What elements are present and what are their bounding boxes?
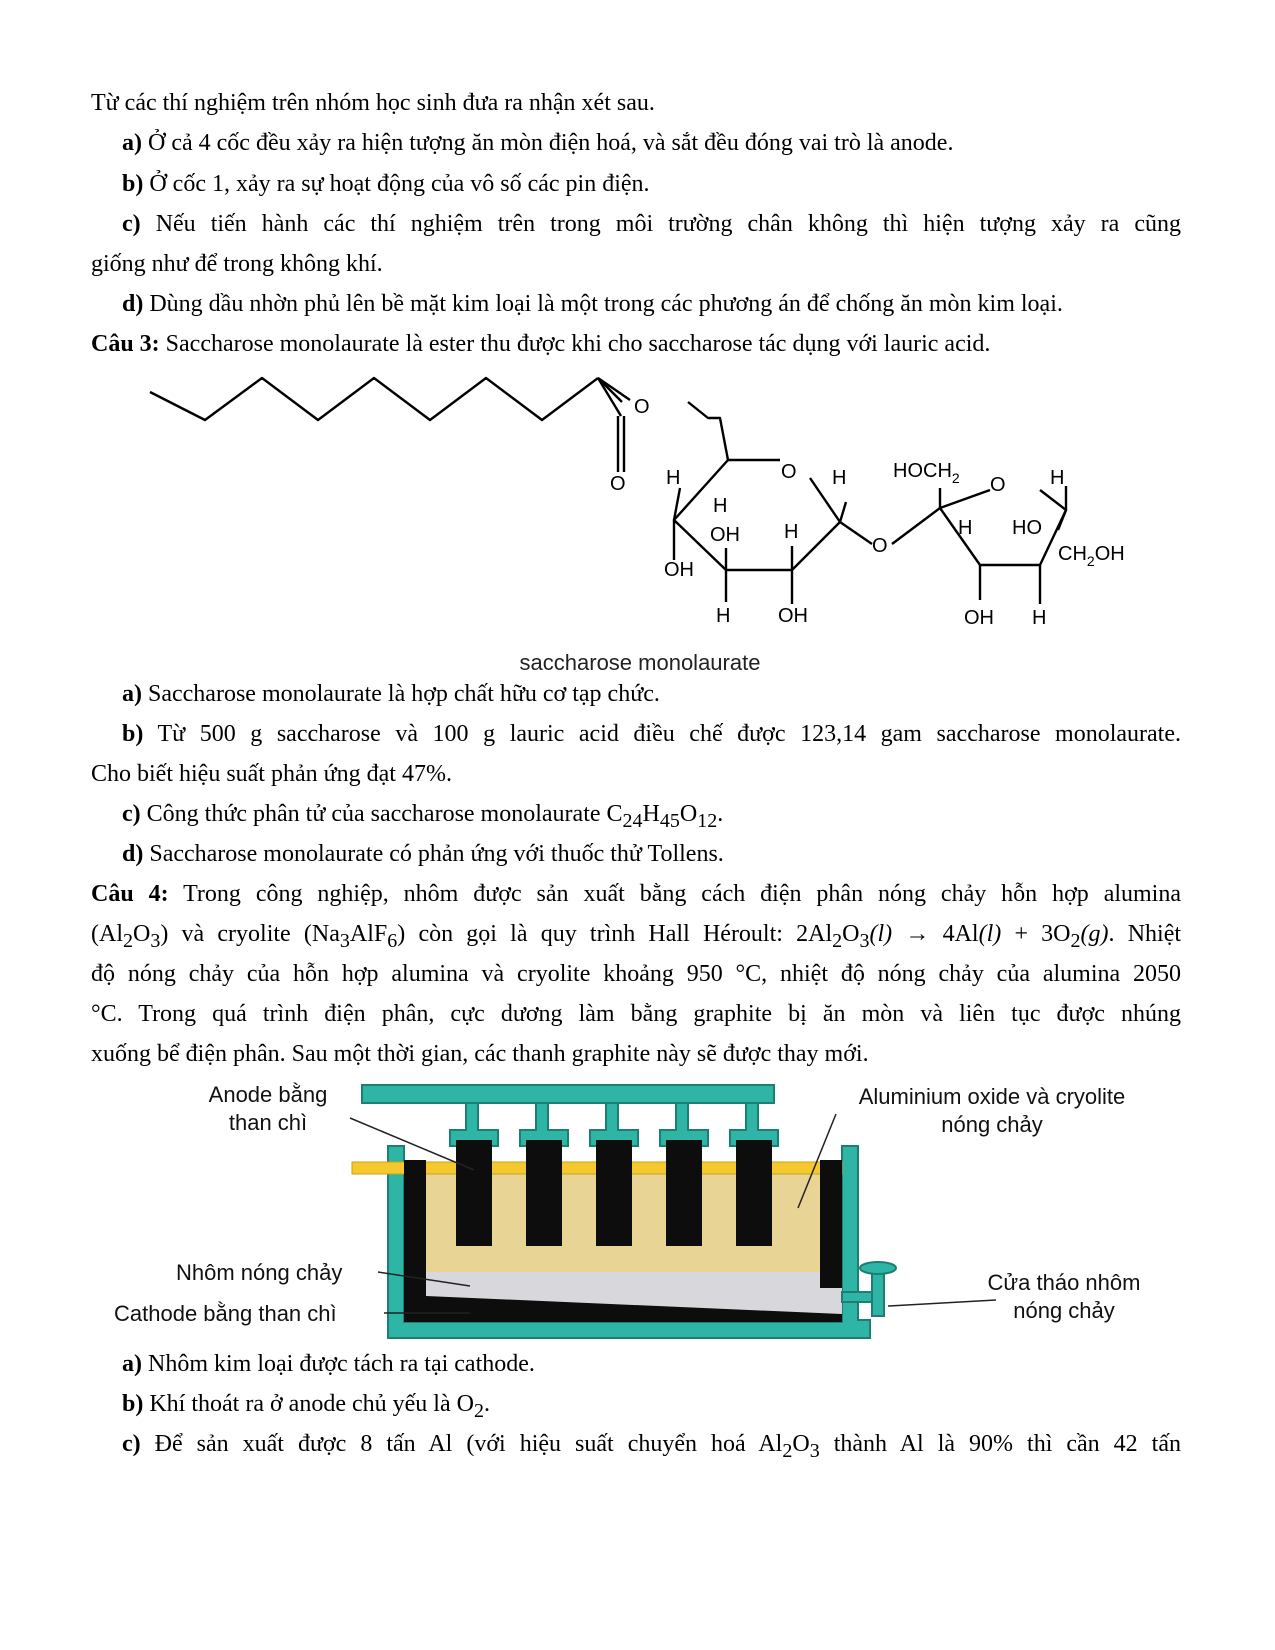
atom-label: H xyxy=(716,605,731,627)
option-text: Nếu tiến hành các thí nghiệm trên trong môi trường chân không thì hiện tượng xảy ra cũng xyxy=(155,211,1181,237)
atom-label: $HOCH_2$ xyxy=(893,460,960,486)
ester-bond xyxy=(688,402,728,460)
diagram-label: nóng chảy xyxy=(1013,1298,1115,1323)
substituent-bond xyxy=(840,502,846,522)
atom-label: O xyxy=(634,396,650,418)
atom-label: O xyxy=(610,473,626,495)
option-text: Dùng dầu nhờn phủ lên bề mặt kim loại là một trong các phương án để chống ăn mòn kim loại. xyxy=(149,291,1063,317)
q4-stem-line-2: $(Al_2O_3)$ và cryolite $(Na_3AlF_6)$ còn gọi là quy trình Hall Héroult: $2Al_2O_3(l) \to 4Al(l) + 3O_2(g)$. Nhiệt xyxy=(91,921,1182,952)
atom-label: O xyxy=(990,474,1006,496)
atom-label: O xyxy=(872,535,888,557)
diagram-label: Aluminium oxide và cryolite xyxy=(858,1084,1126,1109)
option-text: Ở cả 4 cốc đều xảy ra hiện tượng ăn mòn điện hoá, và sắt đều đóng vai trò là anode. xyxy=(148,130,954,156)
cathode-wall xyxy=(820,1160,842,1288)
option-label: c) xyxy=(122,801,141,827)
anode-holder xyxy=(450,1103,498,1146)
atom-label: H xyxy=(832,467,847,489)
q3-option-c xyxy=(122,799,1181,836)
atom-label: $CH_2OH$ xyxy=(1058,543,1125,569)
question-label: Câu 4: xyxy=(91,881,169,907)
hall-heroult-cell-diagram xyxy=(0,1070,1275,1350)
diagram-label: Cửa tháo nhôm xyxy=(987,1270,1141,1295)
option-label: a) xyxy=(122,681,142,707)
atom-label: OH xyxy=(778,605,808,627)
option-text: Công thức phân tử của saccharose monolaurate xyxy=(146,801,607,827)
atom-label: H xyxy=(713,495,728,517)
anode-holder xyxy=(730,1103,778,1146)
q4-option-a xyxy=(122,1349,1181,1379)
graphite-anode xyxy=(736,1140,772,1246)
question-text: Saccharose monolaurate là ester thu được khi cho saccharose tác dụng với lauric acid. xyxy=(165,331,991,357)
q3-option-a xyxy=(122,679,1181,709)
q2-option-d xyxy=(122,289,1181,319)
diagram-label: Cathode bằng than chì xyxy=(114,1301,337,1326)
alkyl-chain-bond xyxy=(150,378,598,420)
q4-stem-line-4: °C. Trong quá trình điện phân, cực dương làm bằng graphite bị ăn mòn và liên tục được nhúng xyxy=(91,1001,1181,1027)
q2-option-b xyxy=(122,169,1181,199)
graphite-anode xyxy=(596,1140,632,1246)
option-label: d) xyxy=(122,291,144,317)
q3-option-b-cont: Cho biết hiệu suất phản ứng đạt 47%. xyxy=(91,761,452,787)
atom-label: O xyxy=(781,461,797,483)
leader-line xyxy=(888,1300,996,1306)
substituent-bond xyxy=(1058,510,1066,530)
glycosidic-bond xyxy=(840,522,872,544)
glucose-ring-bond xyxy=(674,460,840,570)
diagram-label: nóng chảy xyxy=(941,1112,1043,1137)
option-label: c) xyxy=(122,1431,141,1457)
option-text: Ở cốc 1, xảy ra sự hoạt động của vô số các pin điện. xyxy=(149,171,650,197)
anode-holder xyxy=(590,1103,638,1146)
atom-label: H xyxy=(958,517,973,539)
q4-stem-line-1 xyxy=(91,879,1181,909)
diagram-label: Anode bằng xyxy=(208,1082,328,1107)
diagram-label: Nhôm nóng chảy xyxy=(176,1260,343,1285)
option-text: Từ 500 g saccharose và 100 g lauric acid điều chế được 123,14 gam saccharose monolaurate. xyxy=(157,721,1181,747)
q4-option-c xyxy=(122,1429,1181,1466)
option-label: b) xyxy=(122,721,144,747)
atom-label: H xyxy=(784,521,799,543)
diagram-label: than chì xyxy=(228,1110,308,1135)
anode-busbar xyxy=(362,1085,774,1103)
option-text: Saccharose monolaurate là hợp chất hữu cơ tạp chức. xyxy=(148,681,660,707)
option-text: Saccharose monolaurate có phản ứng với thuốc thử Tollens. xyxy=(149,841,724,867)
tap-handle xyxy=(860,1262,896,1274)
fructose-ring-bond xyxy=(940,490,990,508)
q4-stem-line-5: xuống bể điện phân. Sau một thời gian, các thanh graphite này sẽ được thay mới. xyxy=(91,1041,869,1067)
graphite-anode xyxy=(456,1140,492,1246)
atom-label: OH xyxy=(664,559,694,581)
anode-holder xyxy=(660,1103,708,1146)
saccharose-monolaurate-structure xyxy=(0,360,1275,675)
graphite-anode xyxy=(666,1140,702,1246)
anode-holder xyxy=(520,1103,568,1146)
option-label: b) xyxy=(122,171,144,197)
atom-label: OH xyxy=(964,607,994,629)
question-label: Câu 3: xyxy=(91,331,160,357)
option-label: d) xyxy=(122,841,144,867)
q4-stem-line-3: độ nóng chảy của hỗn hợp alumina và cryolite khoảng 950 °C, nhiệt độ nóng chảy của alumina 2050 xyxy=(91,961,1181,987)
intro-line: Từ các thí nghiệm trên nhóm học sinh đưa ra nhận xét sau. xyxy=(91,90,655,116)
option-text: Khí thoát ra ở anode chủ yếu là O xyxy=(149,1391,474,1417)
q2-option-a xyxy=(122,128,1181,158)
option-label: a) xyxy=(122,1351,142,1377)
molecular-formula: $C_{24}H_{45}O_{12}$. xyxy=(606,801,724,832)
glycosidic-bond xyxy=(892,508,940,544)
q4-option-b: b) Khí thoát ra ở anode chủ yếu là $O_2$. xyxy=(122,1391,490,1422)
question-text: Trong công nghiệp, nhôm được sản xuất bằng cách điện phân nóng chảy hỗn hợp alumina xyxy=(183,881,1182,907)
graphite-anode xyxy=(526,1140,562,1246)
option-label: b) xyxy=(122,1391,144,1417)
q2-option-c-cont: giống như để trong không khí. xyxy=(91,251,383,277)
option-label: c) xyxy=(122,211,141,237)
option-label: a) xyxy=(122,130,142,156)
atom-label: HO xyxy=(1012,517,1042,539)
q2-option-c xyxy=(122,209,1181,239)
option-text: Để sản xuất được 8 tấn Al (với hiệu suất chuyển hoá $Al_2O_3$ thành Al là 90% thì cần 42 tấn xyxy=(154,1431,1181,1462)
carbonyl-bond xyxy=(598,378,630,400)
atom-label: OH xyxy=(710,524,740,546)
tap-valve xyxy=(872,1270,884,1316)
q3-stem xyxy=(91,329,1181,359)
q3-option-d xyxy=(122,839,1181,869)
atom-label: H xyxy=(1032,607,1047,629)
atom-label: H xyxy=(1050,467,1065,489)
q3-option-b xyxy=(122,719,1181,749)
option-text: Nhôm kim loại được tách ra tại cathode. xyxy=(148,1351,535,1377)
figure-caption: saccharose monolaurate xyxy=(519,650,761,675)
atom-label: H xyxy=(666,467,681,489)
